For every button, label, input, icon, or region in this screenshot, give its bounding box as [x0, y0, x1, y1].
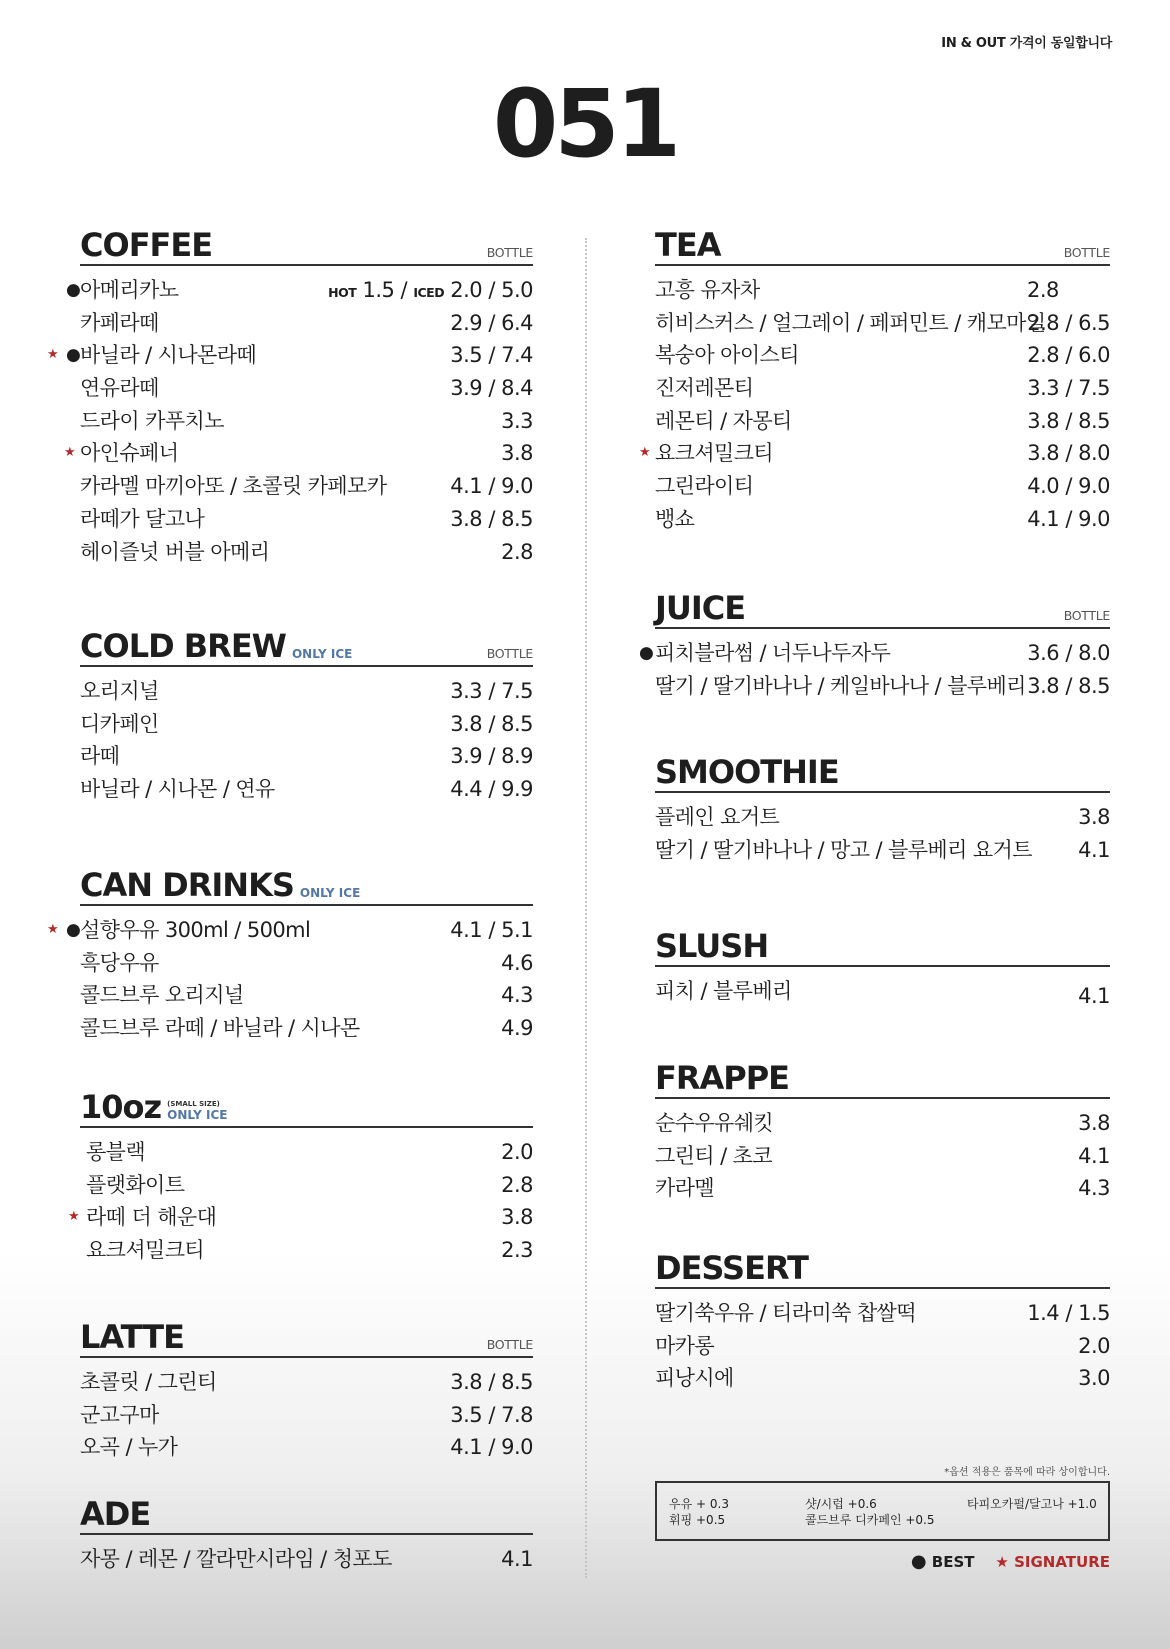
section-title: TEA: [655, 226, 721, 264]
menu-item: [80, 307, 533, 340]
menu-item: [68, 1201, 533, 1234]
menu-item: [80, 372, 533, 405]
item-price: 3.8 / 8.5: [450, 711, 533, 736]
item-price: 3.8: [1078, 1111, 1110, 1135]
menu-item: [655, 405, 1110, 438]
item-price: 2.0: [1078, 1333, 1110, 1358]
bottle-label: BOTTLE: [486, 1337, 533, 1352]
menu-item: [655, 503, 1110, 536]
item-name: 카페라떼: [80, 310, 159, 335]
item-name: 뱅쇼: [655, 506, 695, 531]
item-name: 롱블랙: [86, 1140, 146, 1164]
section-10oz: [68, 1086, 533, 1267]
menu-item: [655, 1140, 1110, 1173]
item-price: 2.3: [501, 1238, 533, 1263]
item-price: 3.3 / 7.5: [1027, 376, 1110, 401]
option-tapioca: 타피오카펄/달고나 +1.0: [967, 1497, 1097, 1511]
item-price: 2.8: [501, 1172, 533, 1197]
item-name: 군고구마: [80, 1402, 159, 1427]
item-price: HOT 1.5 / ICED 2.0 / 5.0: [328, 278, 533, 302]
item-name: 피치블라썸 / 너두나두자두: [655, 641, 891, 665]
section-title: COLD BREW ONLY ICE: [80, 627, 353, 665]
menu-item: [80, 536, 533, 569]
section-title: DESSERT: [655, 1249, 808, 1287]
item-name: 고흥 유자차: [655, 278, 760, 302]
menu-item: [80, 1012, 533, 1045]
item-price: 1.4 / 1.5: [1027, 1301, 1110, 1325]
item-name: 아메리카노: [80, 278, 179, 302]
menu-item: [639, 437, 1110, 470]
section-slush: [655, 925, 1110, 1015]
section-title: ADE: [80, 1495, 151, 1533]
item-name: 연유라떼: [80, 376, 159, 401]
item-name: 카라멜: [655, 1176, 715, 1201]
item-name: 라떼가 달고나: [80, 506, 205, 531]
item-name: 카라멜 마끼아또 / 초콜릿 카페모카: [80, 474, 387, 499]
item-name: 딸기 / 딸기바나나 / 케일바나나 / 블루베리: [655, 673, 1026, 698]
item-price: 4.1: [501, 1547, 533, 1571]
item-name: 마카롱: [655, 1333, 715, 1358]
item-price: 4.6: [501, 950, 533, 975]
signature-star-icon: ★: [47, 922, 59, 937]
best-icon: ●: [66, 345, 81, 366]
menu-item: [80, 1234, 533, 1267]
section-header: [80, 1086, 533, 1128]
menu-item: [80, 405, 533, 438]
item-name: 흑당우유: [80, 950, 159, 975]
section-ade: [80, 1493, 533, 1576]
menu-item: [655, 470, 1110, 503]
item-price: 3.6 / 8.0: [1027, 641, 1110, 665]
best-icon: ●: [66, 280, 81, 300]
item-name: 그린라이티: [655, 474, 754, 499]
signature-star-icon: ★: [64, 445, 76, 461]
only-ice-tag: ONLY ICE: [291, 647, 353, 661]
section-frappe: [655, 1057, 1110, 1205]
menu-item: [80, 503, 533, 536]
section-header: [655, 751, 1110, 793]
item-price: 4.0 / 9.0: [1027, 474, 1110, 499]
menu-item: [655, 670, 1110, 703]
section-smoothie: [655, 751, 1110, 866]
item-price: 3.3: [501, 408, 533, 433]
item-name: 오곡 / 누가: [80, 1435, 178, 1460]
menu-item: [655, 801, 1110, 834]
item-price: 4.4 / 9.9: [450, 777, 533, 802]
item-price: 2.8 / 6.5: [1027, 310, 1110, 335]
item-name: 자몽 / 레몬 / 깔라만시라임 / 청포도: [80, 1547, 392, 1571]
item-name: 복숭아 아이스티: [655, 343, 799, 368]
section-coffee: [47, 224, 533, 568]
menu-item: [80, 470, 533, 503]
item-name: 히비스커스 / 얼그레이 / 페퍼민트 / 캐모마일: [655, 310, 1046, 335]
item-price: 3.8 / 8.0: [1027, 441, 1110, 466]
item-price: 3.0: [1078, 1366, 1110, 1391]
section-title: LATTE: [80, 1318, 184, 1356]
section-dessert: [655, 1247, 1110, 1395]
item-name: 딸기 / 딸기바나나 / 망고 / 블루베리 요거트: [655, 837, 1032, 862]
section-title: JUICE: [655, 589, 746, 627]
only-ice-tag: ONLY ICE: [299, 886, 361, 900]
item-name: 아인슈페너: [80, 441, 179, 466]
item-name: 진저레몬티: [655, 376, 754, 401]
menu-item: [80, 947, 533, 980]
item-name: 오리지널: [80, 679, 159, 703]
bottle-label: BOTTLE: [486, 646, 533, 661]
section-tea: [639, 224, 1110, 536]
option-shot-syrup: 샷/시럽 +0.6: [805, 1497, 877, 1511]
menu-item: [80, 1366, 533, 1399]
item-price: 3.8: [501, 1205, 533, 1230]
item-name: 바닐라 / 시나몬라떼: [80, 343, 257, 368]
section-header: [655, 1057, 1110, 1099]
item-name: 초콜릿 / 그린티: [80, 1370, 217, 1394]
item-price: 3.8 / 8.5: [1027, 408, 1110, 433]
menu-item: [80, 1431, 533, 1464]
item-name: 플레인 요거트: [655, 805, 780, 829]
section-cold-brew: [80, 625, 533, 806]
menu-item: [66, 274, 533, 307]
menu-item: [655, 307, 1110, 340]
menu-item: [655, 1297, 1110, 1330]
section-header: [655, 925, 1110, 967]
only-ice-tag: (SMALL SIZE) ONLY ICE: [167, 1100, 228, 1122]
item-name: 피치 / 블루베리: [655, 979, 792, 1003]
item-name: 딸기쑥우유 / 티라미쑥 찹쌀떡: [655, 1301, 916, 1325]
item-price: 4.1 / 9.0: [450, 1435, 533, 1460]
menu-item: [655, 1107, 1110, 1140]
item-price: 3.5 / 7.8: [450, 1402, 533, 1427]
options-box: [655, 1481, 1110, 1541]
item-price: 3.8 / 8.5: [1027, 673, 1110, 698]
item-name: 콜드브루 오리지널: [80, 983, 244, 1008]
best-icon: ●: [66, 920, 81, 940]
bottle-label: BOTTLE: [1063, 245, 1110, 260]
signature-star-icon: ★: [995, 1553, 1009, 1571]
section-title: SLUSH: [655, 927, 769, 965]
item-name: 콜드브루 라떼 / 바닐라 / 시나몬: [80, 1016, 360, 1041]
legend: [911, 1551, 1110, 1572]
legend-best: BEST: [931, 1553, 975, 1571]
section-header: [80, 864, 533, 906]
section-header: [80, 1493, 533, 1535]
menu-item: [80, 740, 533, 773]
menu-item: [655, 1330, 1110, 1363]
item-price: 3.5 / 7.4: [450, 343, 533, 368]
item-price: 3.9 / 8.4: [450, 376, 533, 401]
item-name: 그린티 / 초코: [655, 1143, 773, 1168]
menu-item: [64, 437, 533, 470]
item-price: 4.1: [1078, 1143, 1110, 1168]
section-title: COFFEE: [80, 226, 213, 264]
menu-item: [655, 274, 1110, 307]
section-header: [655, 1247, 1110, 1289]
item-price: 3.3 / 7.5: [450, 679, 533, 703]
item-price: 4.3: [1078, 1176, 1110, 1201]
option-milk: 우유 + 0.3: [669, 1497, 729, 1511]
item-name: 라떼 더 해운대: [86, 1205, 217, 1230]
item-name: 순수우유쉐킷: [655, 1111, 774, 1135]
item-price: 3.8: [1078, 805, 1110, 829]
item-price: 2.0: [501, 1140, 533, 1164]
item-name: 레몬티 / 자몽티: [655, 408, 792, 433]
section-header: [80, 625, 533, 667]
item-name: 설향우유 300ml / 500ml: [80, 918, 311, 942]
bottle-label: BOTTLE: [1063, 608, 1110, 623]
section-juice: [639, 587, 1110, 702]
section-title: CAN DRINKS ONLY ICE: [80, 866, 361, 904]
item-name: 요크셔밀크티: [655, 441, 774, 466]
section-header: [80, 1316, 533, 1358]
item-price: 2.8 / 6.0: [1027, 343, 1110, 368]
menu-item: [655, 339, 1110, 372]
menu-item: [80, 1169, 533, 1202]
column-divider: [585, 238, 587, 1578]
top-note: IN & OUT 가격이 동일합니다: [941, 36, 1112, 51]
menu-item: [639, 637, 1110, 670]
section-title: FRAPPE: [655, 1059, 790, 1097]
section-header: [655, 587, 1110, 629]
legend-signature: SIGNATURE: [1014, 1553, 1110, 1571]
menu-item: [47, 914, 533, 947]
item-name: 디카페인: [80, 711, 159, 736]
item-name: 플랫화이트: [86, 1172, 185, 1197]
section-latte: [80, 1316, 533, 1464]
item-price: 4.1: [1078, 984, 1110, 1008]
menu-item: [80, 1399, 533, 1432]
bottle-label: BOTTLE: [486, 245, 533, 260]
item-price: 4.1 / 9.0: [450, 474, 533, 499]
menu-item: [80, 1136, 533, 1169]
section-header: [80, 224, 533, 266]
item-price: 2.8: [1027, 278, 1059, 302]
signature-star-icon: ★: [47, 347, 59, 363]
menu-item: [655, 975, 1110, 1015]
item-price: 3.8 / 8.5: [450, 1370, 533, 1394]
item-price: 4.1 / 9.0: [1027, 506, 1110, 531]
item-price: 4.1 / 5.1: [450, 918, 533, 942]
menu-item: [655, 1362, 1110, 1395]
item-price: 3.8: [501, 441, 533, 466]
menu-item: [655, 372, 1110, 405]
menu-item: [47, 339, 533, 372]
item-name: 요크셔밀크티: [86, 1238, 205, 1263]
item-price: 4.9: [501, 1016, 533, 1041]
item-price: 4.3: [501, 983, 533, 1008]
signature-star-icon: ★: [68, 1209, 80, 1225]
item-price: 2.8: [501, 539, 533, 564]
menu-item: [655, 834, 1110, 867]
item-name: 헤이즐넛 버블 아메리: [80, 539, 270, 564]
item-price: 2.9 / 6.4: [450, 310, 533, 335]
brand-logo: 051: [492, 70, 678, 179]
item-name: 라떼: [80, 744, 120, 769]
menu-item: [655, 1172, 1110, 1205]
item-price: 4.1: [1078, 837, 1110, 862]
menu-item: [80, 708, 533, 741]
section-header: [655, 224, 1110, 266]
section-title: SMOOTHIE: [655, 753, 839, 791]
item-price: 3.9 / 8.9: [450, 744, 533, 769]
signature-star-icon: ★: [639, 445, 651, 461]
section-title: 10oz (SMALL SIZE) ONLY ICE: [80, 1088, 228, 1126]
menu-item: [80, 675, 533, 708]
options-note: *옵션 적용은 품목에 따라 상이합니다.: [944, 1467, 1110, 1478]
option-cold-brew-decaf: 콜드브루 디카페인 +0.5: [805, 1513, 935, 1527]
item-name: 드라이 카푸치노: [80, 408, 224, 433]
best-icon: ●: [639, 643, 654, 663]
best-icon: ●: [910, 1551, 927, 1572]
option-whipping: 휘핑 +0.5: [669, 1513, 726, 1527]
item-name: 피낭시에: [655, 1366, 734, 1391]
menu-item: [80, 773, 533, 806]
item-price: 3.8 / 8.5: [450, 506, 533, 531]
item-name: 바닐라 / 시나몬 / 연유: [80, 777, 275, 802]
menu-item: [80, 1543, 533, 1576]
menu-item: [80, 979, 533, 1012]
section-can-drinks: [47, 864, 533, 1045]
